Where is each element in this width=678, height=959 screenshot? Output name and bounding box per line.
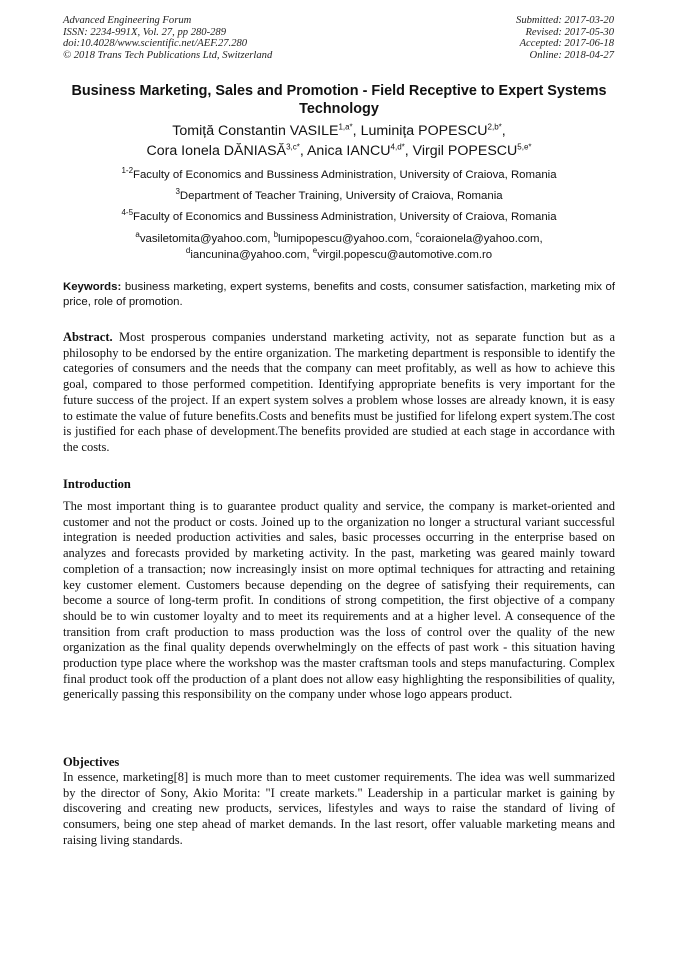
affiliation-text: Department of Teacher Training, University of Craiova, Romania bbox=[179, 190, 503, 202]
keywords bbox=[63, 280, 615, 310]
affiliation-text: Faculty of Economics and Bussiness Administration, University of Craiova, Romania bbox=[133, 211, 557, 223]
abstract bbox=[63, 330, 615, 456]
objectives-text: In essence, marketing[8] is much more than to meet customer requirements. The idea was well summarized by the director of Sony, Akio Morita: "I create markets." Leadership in a particular market is gaining by discovering and creating new products, services, lifestyles and ways to raise the standard of living of consumers, being one step ahead of market demands. In the last resort, offer valuable marketing means and raising living standards. bbox=[63, 770, 615, 847]
email-sup: b bbox=[273, 230, 279, 240]
affiliation bbox=[63, 210, 615, 224]
submitted-date: Submitted: 2017-03-20 bbox=[516, 15, 614, 26]
author-list: Tomiță Constantin $VASILE^{1,a*}$, Luminița $POPESCU^{2,b*}$, Cora Ionela $DĂNIASĂ^{3,c*}$, Anica $IANCU^{4,d*}$, Virgil $POPESCU^{5,e*}$ bbox=[146, 122, 532, 159]
abstract-text: Most prosperous companies understand marketing activity, not as separate function but as a philosophy to be endorsed by the entire organization. The marketing department is responsible to identify the categories of consumers and the needs that the company can meet profitably, as well as how to achieve this goal, compared to those performed competition. Identifying appropriate benefits is very important for the future success of the project. If an expert system solves a problem whose losses are already known, it is easy to estimate the value of future benefits.Costs and benefits must be justified for lifelong expert system.The cost is justified for each phase of development.The benefits provided are studied at each stage in accordance with the costs. bbox=[63, 330, 615, 454]
objectives-heading: Objectives bbox=[63, 755, 120, 769]
keywords-label: Keywords: bbox=[63, 281, 122, 293]
author-name: Luminița POPESCU bbox=[360, 123, 488, 139]
author-sup: 1,a* bbox=[338, 122, 353, 132]
author-name: Anica IANCU bbox=[306, 143, 391, 159]
author-name: Cora Ionela DĂNIASĂ bbox=[146, 143, 287, 159]
affiliation-sup: 1-2 bbox=[121, 166, 134, 176]
affiliation bbox=[63, 189, 615, 203]
affiliation-text: Faculty of Economics and Bussiness Administration, University of Craiova, Romania bbox=[133, 169, 557, 181]
online-date: Online: 2018-04-27 bbox=[529, 49, 614, 61]
revised-date: Revised: 2017-05-30 bbox=[525, 26, 614, 38]
issn-line: ISSN: 2234-991X, Vol. 27, pp 280-289 bbox=[63, 26, 227, 38]
keywords-text: business marketing, expert systems, benefits and costs, consumer satisfaction, marketing mix of price, role of promotion. bbox=[63, 281, 615, 308]
email-sup: d bbox=[185, 246, 191, 256]
author-sup: 3,c* bbox=[286, 142, 300, 152]
email-sup: a bbox=[135, 230, 140, 240]
email-address[interactable]: iancunina@yahoo.com bbox=[190, 249, 307, 261]
email-sup: c bbox=[415, 230, 420, 240]
email-address[interactable]: virgil.popescu@automotive.com.ro bbox=[317, 249, 493, 261]
author-sup: 5,e* bbox=[517, 142, 532, 152]
paper-title: Business Marketing, Sales and Promotion - Field Receptive to Expert Systems Technology bbox=[71, 83, 607, 117]
introduction-heading: Introduction bbox=[63, 477, 131, 491]
abstract-label: Abstract. bbox=[63, 330, 113, 344]
author-sup: 4,d* bbox=[390, 142, 405, 152]
dates-info bbox=[516, 15, 614, 61]
email-address[interactable]: vasiletomita@yahoo.com bbox=[139, 233, 268, 245]
affiliation-sup: 4-5 bbox=[121, 208, 134, 218]
email-address[interactable]: lumipopescu@yahoo.com bbox=[278, 233, 410, 245]
email-address[interactable]: coraionela@yahoo.com bbox=[419, 233, 540, 245]
affiliation bbox=[63, 168, 615, 182]
doi-line: doi:10.4028/www.scientific.net/AEF.27.280 bbox=[63, 38, 248, 50]
author-name: Tomiță Constantin VASILE bbox=[172, 123, 339, 139]
accepted-date: Accepted: 2017-06-18 bbox=[519, 38, 614, 50]
email-sup: e bbox=[312, 246, 318, 256]
author-sup: 2,b* bbox=[487, 122, 502, 132]
copyright-line: © 2018 Trans Tech Publications Ltd, Switzerland bbox=[63, 49, 273, 61]
affiliation-sup: 3 bbox=[175, 187, 180, 197]
author-name: Virgil POPESCU bbox=[412, 143, 518, 159]
email-list: $^a$vasiletomita@yahoo.com, $^b$lumipopescu@yahoo.com, $^c$coraionela@yahoo.com, $^d$iancunina@yahoo.com, $^e$virgil.popescu@automotive.com.ro bbox=[135, 230, 543, 261]
introduction-text: The most important thing is to guarantee product quality and service, the company is market-oriented and customer and not the product or costs. Joined up to the organization no longer a structural variant successful integration is needed production activities and sales, basic processes occurring in the enterprise based on analyzes and forecasts provided by marketing activity. In the past, marketing was geared mainly toward completion of a transaction; now increasingly insist on more optimal techniques for attracting and retaining key customer element. Customers because depending on the degree of satisfying their requirements, can become a source of long-term profit. In conditions of strong competition, the first objective of a company should be to win customer loyalty and to meet its requirements and at a higher level. A consequence of the transition from craft production to mass production was the loss of control over the quality of the new organization as the final quality depends overwhelmingly on the effects of past work - this situation having production type place where the workshop was the master craftsman tools and steps manufacturing. Complex final product took off the production of a plant does not allow easy highlighting the responsibilities of quality, generically passing this responsibility on the company under whose logo appears product. bbox=[63, 499, 615, 702]
journal-info bbox=[63, 15, 272, 61]
journal-name: Advanced Engineering Forum bbox=[63, 15, 192, 26]
